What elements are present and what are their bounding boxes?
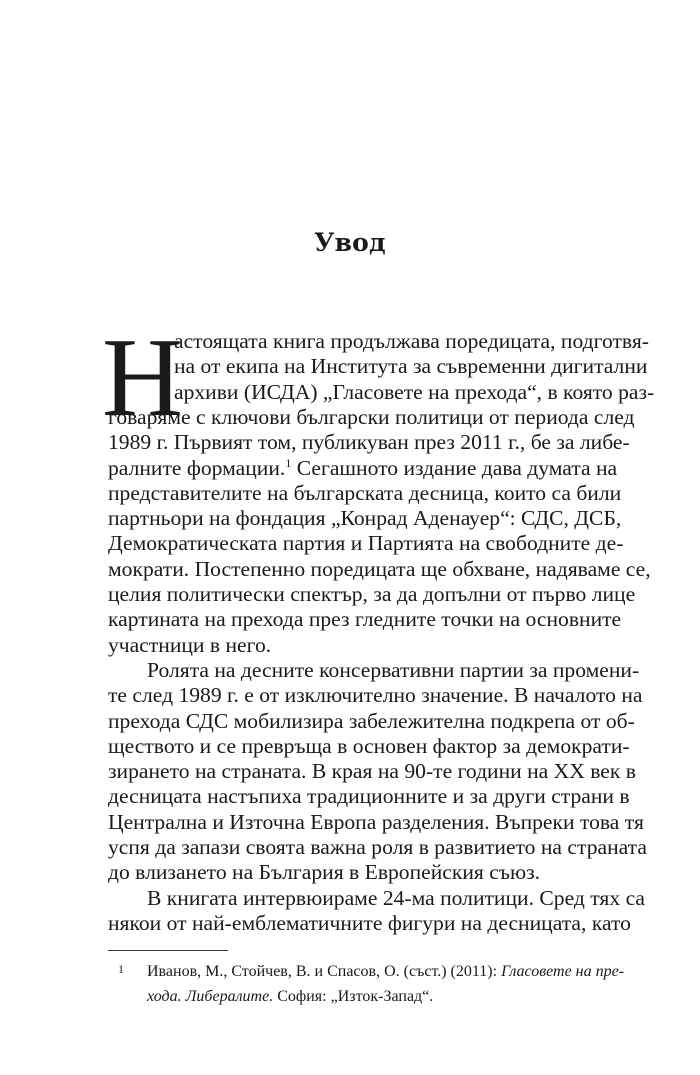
text-line: целия политически спектър, за да допълни от първо лице [108, 582, 636, 607]
text-line: Ролята на десните консервативни партии за промени- [147, 657, 640, 682]
text-line: до влизането на България в Европейския съюз. [108, 860, 541, 885]
text-line: представителите на българската десница, които са били [108, 480, 622, 505]
text-line: участници в него. [108, 632, 272, 657]
footnote-title-italic: хода. Либералите. [147, 988, 274, 1005]
text-run: ралните формации. [108, 455, 286, 480]
text-line: зирането на страната. В края на 90-те години на XX век в [108, 759, 636, 784]
footnote-number: 1 [118, 962, 124, 976]
footnote-reference[interactable]: 1 [285, 455, 292, 470]
text-line: архиви (ИСДА) „Гласовете на прехода“, в която раз- [174, 379, 655, 404]
footnote-line [147, 989, 433, 1005]
text-line: те след 1989 г. е от изключително значение. В началото на [108, 683, 643, 708]
text-line: на от екипа на Института за съвременни дигитални [174, 354, 648, 379]
footnote-line [147, 964, 624, 980]
text-line [108, 455, 618, 480]
text-line: партньори на фондация „Конрад Аденауер“: СДС, ДСБ, [108, 506, 622, 531]
text-line: В книгата интервюираме 24-ма политици. Сред тях са [147, 885, 645, 910]
text-line: успя да запази своята важна роля в развитието на страната [108, 835, 647, 860]
chapter-title: Увод [314, 228, 386, 257]
footnote-text: Иванов, М., Стойчев, В. и Спасов, О. (съст.) (2011): [147, 963, 502, 980]
text-line: десницата настъпиха традиционните и за други страни в [108, 784, 630, 809]
text-line: картината на прехода през гледните точки на основните [108, 607, 622, 632]
drop-cap-letter: Н [102, 316, 183, 440]
text-line: някои от най-емблематичните фигури на десницата, като [108, 911, 631, 935]
footnote-text: София: „Изток-Запад“. [273, 988, 434, 1005]
text-line: Централна и Източна Европа разделения. Въпреки това тя [108, 809, 644, 834]
text-line: прехода СДС мобилизира забележителна подкрепа от об- [108, 708, 635, 733]
text-line: астоящата книга продължава поредицата, подготвя- [174, 329, 649, 353]
text-line: Демократическата партия и Партията на свободните де- [108, 531, 624, 556]
text-line: 1989 г. Първият том, публикуван през 2011 г., бе за либе- [108, 430, 630, 455]
footnote-separator [108, 950, 228, 951]
text-line: ществото и се превръща в основен фактор за демократи- [108, 733, 630, 758]
text-run: Сегашното издание дава думата на [291, 455, 618, 480]
text-line: мократи. Постепенно поредицата ще обхване, надяваме се, [108, 556, 651, 581]
text-line: говаряме с ключови български политици от периода след [108, 404, 635, 429]
footnote-title-italic: Гласовете на пре- [501, 963, 625, 980]
